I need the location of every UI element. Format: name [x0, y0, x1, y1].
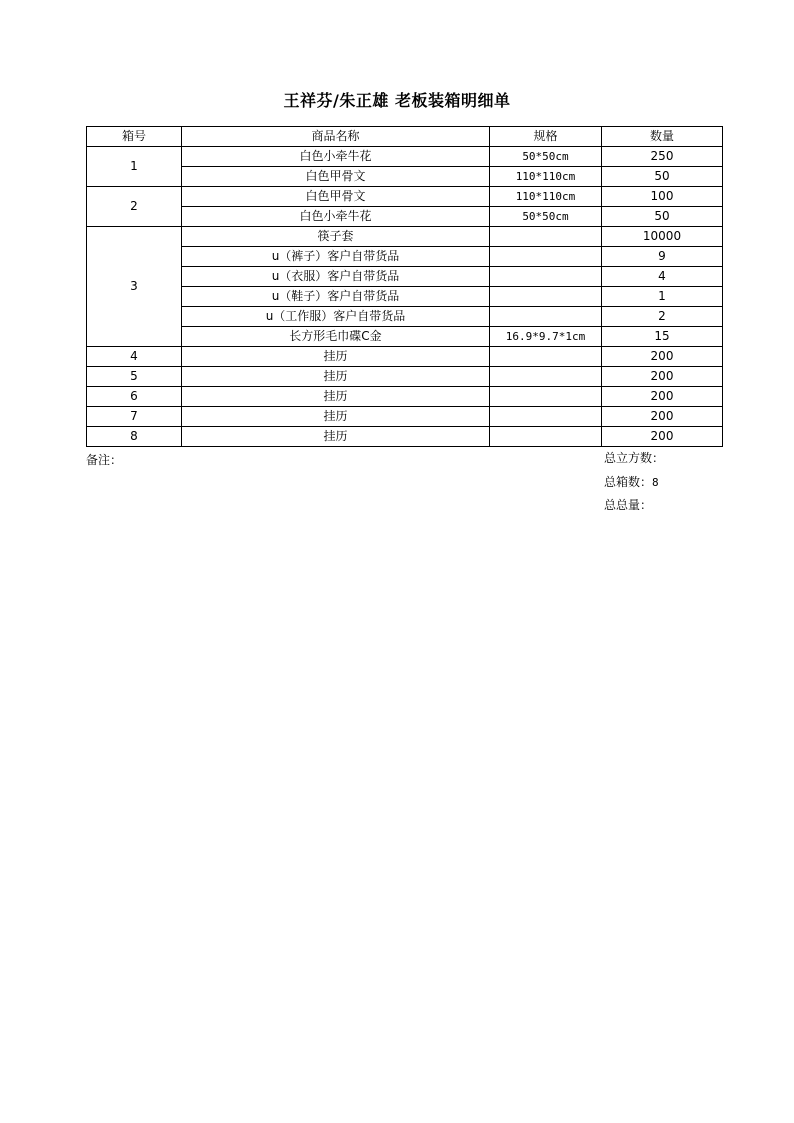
table-row — [87, 367, 723, 387]
quantity-cell: 250 — [602, 147, 723, 167]
header-product-name: 商品名称 — [182, 127, 490, 147]
spec-cell — [490, 227, 602, 247]
total-boxes-line — [604, 474, 659, 491]
total-weight-label: 总总量： — [604, 498, 653, 512]
product-name-cell: 白色甲骨文 — [182, 167, 490, 187]
spec-cell — [490, 367, 602, 387]
spec-cell — [490, 307, 602, 327]
table-row — [87, 427, 723, 447]
table-row — [87, 327, 723, 347]
table-row — [87, 147, 723, 167]
document-title: 王祥芬/朱正雄 老板装箱明细单 — [283, 91, 511, 110]
box-number-cell: 8 — [87, 427, 182, 447]
quantity-cell: 10000 — [602, 227, 723, 247]
table-row — [87, 187, 723, 207]
quantity-cell: 1 — [602, 287, 723, 307]
box-number-cell: 1 — [87, 147, 182, 187]
table-row — [87, 347, 723, 367]
table-header-row — [87, 127, 723, 147]
quantity-cell: 200 — [602, 407, 723, 427]
product-name-cell: 挂历 — [182, 367, 490, 387]
product-name-cell: 白色甲骨文 — [182, 187, 490, 207]
table-row — [87, 387, 723, 407]
header-quantity: 数量 — [602, 127, 723, 147]
spec-cell: 50*50cm — [490, 207, 602, 227]
product-name-cell: 筷子套 — [182, 227, 490, 247]
table-row — [87, 207, 723, 227]
table-row — [87, 227, 723, 247]
quantity-cell: 4 — [602, 267, 723, 287]
product-name-cell: 白色小牵牛花 — [182, 207, 490, 227]
table-body — [87, 147, 723, 447]
spec-cell: 16.9*9.7*1cm — [490, 327, 602, 347]
spec-cell — [490, 267, 602, 287]
product-name-cell: 挂历 — [182, 427, 490, 447]
remark-label: 备注： — [86, 453, 123, 467]
quantity-cell: 15 — [602, 327, 723, 347]
spec-cell: 110*110cm — [490, 167, 602, 187]
product-name-cell: 挂历 — [182, 347, 490, 367]
table-row — [87, 267, 723, 287]
spec-cell: 110*110cm — [490, 187, 602, 207]
box-number-cell: 6 — [87, 387, 182, 407]
quantity-cell: 200 — [602, 347, 723, 367]
quantity-cell: 200 — [602, 387, 723, 407]
header-spec: 规格 — [490, 127, 602, 147]
quantity-cell: 50 — [602, 167, 723, 187]
table-row — [87, 307, 723, 327]
product-name-cell: u（裤子）客户自带货品 — [182, 247, 490, 267]
table-row — [87, 287, 723, 307]
quantity-cell: 50 — [602, 207, 723, 227]
spec-cell — [490, 427, 602, 447]
box-number-cell: 3 — [87, 227, 182, 347]
spec-cell: 50*50cm — [490, 147, 602, 167]
header-box-no: 箱号 — [87, 127, 182, 147]
total-volume-label: 总立方数： — [604, 451, 665, 465]
product-name-cell: 白色小牵牛花 — [182, 147, 490, 167]
box-number-cell: 2 — [87, 187, 182, 227]
table-row — [87, 167, 723, 187]
box-number-cell: 5 — [87, 367, 182, 387]
table-row — [87, 247, 723, 267]
box-number-cell: 4 — [87, 347, 182, 367]
spec-cell — [490, 247, 602, 267]
product-name-cell: 挂历 — [182, 407, 490, 427]
product-name-cell: u（衣服）客户自带货品 — [182, 267, 490, 287]
quantity-cell: 200 — [602, 427, 723, 447]
spec-cell — [490, 387, 602, 407]
packing-list-table — [86, 126, 723, 447]
total-boxes-label: 总箱数： — [604, 475, 653, 489]
quantity-cell: 100 — [602, 187, 723, 207]
quantity-cell: 9 — [602, 247, 723, 267]
quantity-cell: 2 — [602, 307, 723, 327]
spec-cell — [490, 407, 602, 427]
product-name-cell: u（工作服）客户自带货品 — [182, 307, 490, 327]
spec-cell — [490, 347, 602, 367]
product-name-cell: u（鞋子）客户自带货品 — [182, 287, 490, 307]
quantity-cell: 200 — [602, 367, 723, 387]
spec-cell — [490, 287, 602, 307]
product-name-cell: 挂历 — [182, 387, 490, 407]
product-name-cell: 长方形毛巾碟C金 — [182, 327, 490, 347]
total-boxes-value: 8 — [652, 476, 659, 489]
table-row — [87, 407, 723, 427]
box-number-cell: 7 — [87, 407, 182, 427]
